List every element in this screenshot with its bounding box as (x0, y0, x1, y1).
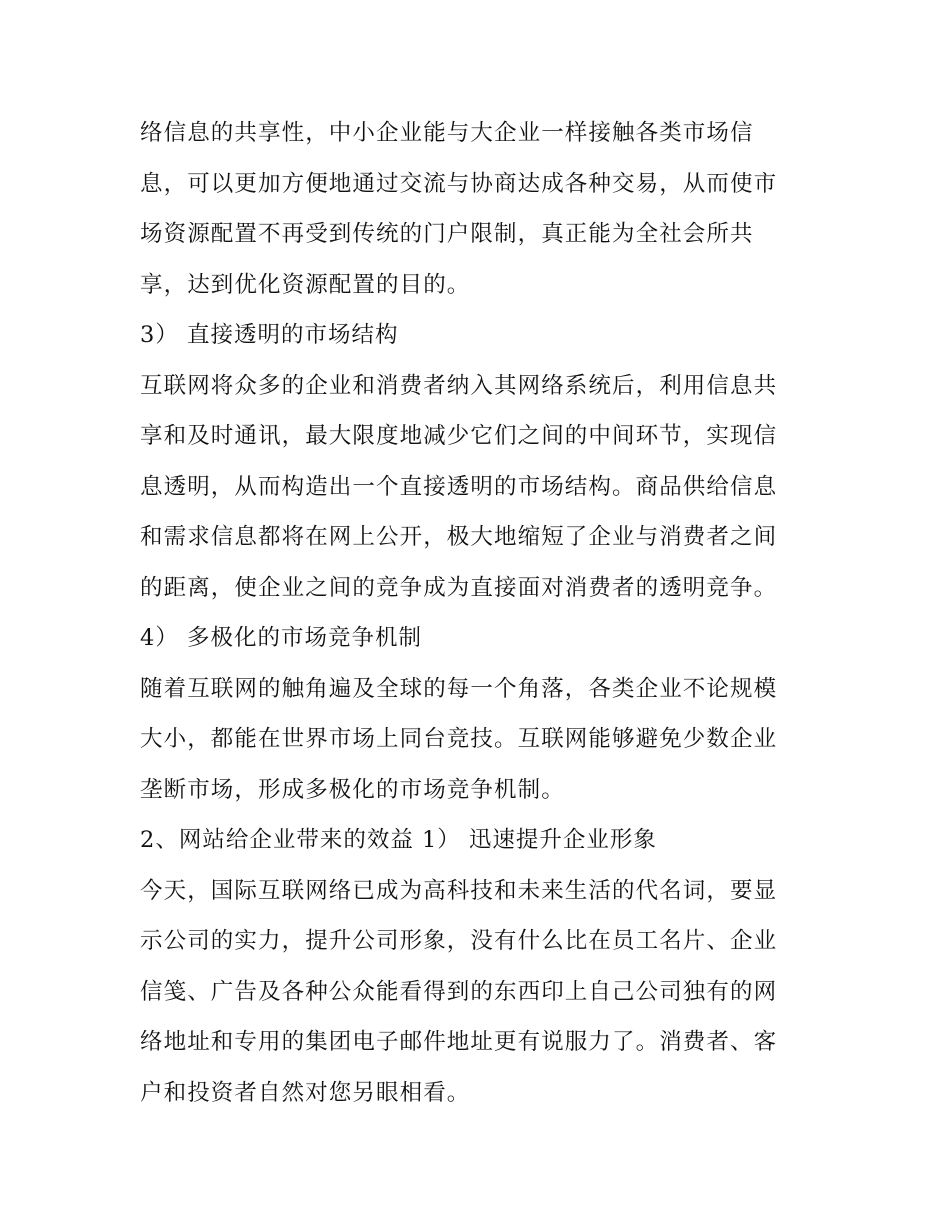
body-line: 息透明，从而构造出一个直接透明的市场结构。商品供给信息 (140, 473, 778, 500)
document-body (140, 108, 820, 1118)
body-line: 今天，国际互联网络已成为高科技和未来生活的代名词，要显 (140, 877, 778, 904)
body-line: 的距离，使企业之间的竞争成为直接面对消费者的透明竞争。 (140, 574, 778, 601)
body-line: 息，可以更加方便地通过交流与协商达成各种交易，从而使市 (140, 170, 778, 197)
body-line: 享，达到优化资源配置的目的。 (140, 271, 471, 298)
body-line: 垄断市场，形成多极化的市场竞争机制。 (140, 776, 565, 803)
body-line: 户和投资者自然对您另眼相看。 (140, 1079, 471, 1106)
body-line: 信笺、广告及各种公众能看得到的东西印上自己公司独有的网 (140, 978, 778, 1005)
body-line: 大小，都能在世界市场上同台竞技。互联网能够避免少数企业 (140, 726, 778, 752)
body-line: 互联网将众多的企业和消费者纳入其网络系统后，利用信息共 (140, 372, 778, 399)
section-heading-2: 2、网站给企业带来的效益 1） 迅速提升企业形象 (140, 827, 657, 853)
body-line: 享和及时通讯，最大限度地减少它们之间的中间环节，实现信 (140, 423, 778, 449)
body-line: 和需求信息都将在网上公开，极大地缩短了企业与消费者之间 (140, 524, 778, 550)
body-line: 络地址和专用的集团电子邮件地址更有说服力了。消费者、客 (140, 1029, 778, 1055)
section-heading-4: 4） 多极化的市场竞争机制 (140, 625, 422, 651)
body-line: 络信息的共享性，中小企业能与大企业一样接触各类市场信 (140, 120, 754, 146)
body-line: 随着互联网的触角遍及全球的每一个角落，各类企业不论规模 (140, 675, 778, 702)
body-line: 示公司的实力，提升公司形象，没有什么比在员工名片、企业 (140, 928, 778, 954)
section-heading-3: 3） 直接透明的市场结构 (140, 322, 399, 348)
body-line: 场资源配置不再受到传统的门户限制，真正能为全社会所共 (140, 221, 754, 247)
